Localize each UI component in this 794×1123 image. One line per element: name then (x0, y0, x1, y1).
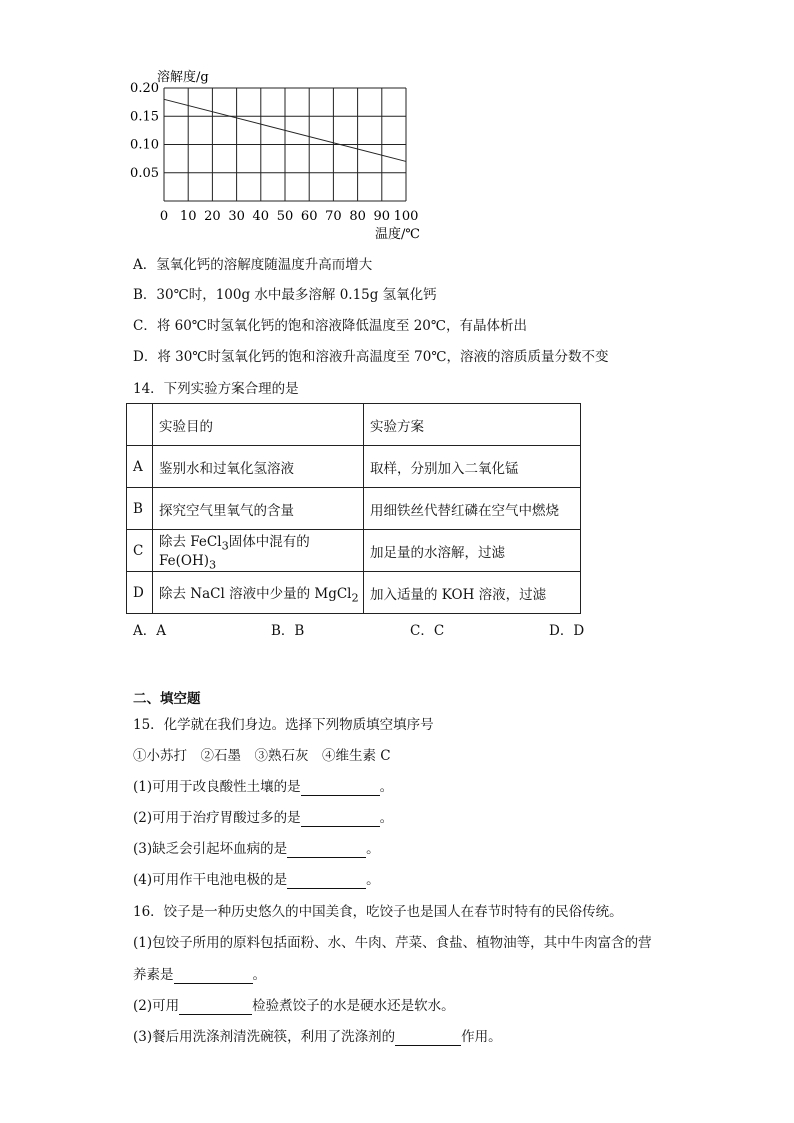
y-tick-label: 0.15 (130, 109, 159, 125)
subscript: 2 (351, 591, 359, 605)
q15-choices: ①小苏打 ②石墨 ③熟石灰 ④维生素 C (133, 748, 391, 764)
row-plan: 用细铁丝代替红磷在空气中燃烧 (364, 488, 581, 530)
q16-item-1-line2 (133, 966, 266, 984)
item-text: (3)缺乏会引起坏血病的是 (133, 841, 288, 857)
section-title: 二、填空题 (133, 691, 201, 707)
item-text: 。 (366, 841, 380, 857)
table-row (127, 446, 581, 488)
row-purpose (153, 530, 364, 572)
answer-blank[interactable] (179, 1000, 252, 1015)
q13-option-d: D．将 30℃时氢氧化钙的饱和溶液升高温度至 70℃，溶液的溶质质量分数不变 (133, 349, 609, 365)
answer-blank[interactable] (301, 812, 380, 827)
purpose-text: 除去 FeCl (159, 534, 222, 550)
row-purpose: 探究空气里氧气的含量 (153, 488, 364, 530)
answer-blank[interactable] (301, 781, 380, 796)
row-purpose: 鉴别水和过氧化氢溶液 (153, 446, 364, 488)
chart-grid (164, 88, 406, 201)
item-text: (1)可用于改良酸性土壤的是 (133, 779, 301, 795)
x-tick-label: 80 (349, 209, 366, 224)
q16-item-3 (133, 1028, 502, 1046)
experiment-table (126, 403, 581, 614)
item-text: 。 (379, 810, 394, 826)
row-plan: 加入适量的 KOH 溶液，过滤 (364, 572, 581, 614)
item-text: (2)可用于治疗胃酸过多的是 (133, 810, 301, 826)
q16-item-1-line1: (1)包饺子所用的原料包括面粉、水、牛肉、芹菜、食盐、植物油等，其中牛肉富含的营 (133, 935, 652, 951)
q15-stem: 15．化学就在我们身边。选择下列物质填空填序号 (133, 717, 434, 733)
chart-yticks (130, 81, 159, 181)
q14-answer-c: C．C (410, 623, 445, 639)
item-text: 作用。 (461, 1029, 502, 1045)
table-row (127, 488, 581, 530)
x-tick-label: 90 (373, 209, 391, 224)
row-label: D (127, 572, 153, 614)
item-text: 。 (379, 779, 394, 795)
chart-xticks (160, 209, 419, 224)
q15-item-1 (133, 778, 393, 796)
q13-option-a: A．氢氧化钙的溶解度随温度升高而增大 (133, 257, 373, 273)
item-text: (2)可用 (133, 998, 180, 1014)
item-text: 养素是 (133, 967, 174, 983)
purpose-text: 固体中混有的 Fe(OH) (159, 534, 310, 569)
q14-answer-a: A．A (133, 623, 166, 639)
subscript: 3 (209, 558, 217, 572)
q15-item-2 (133, 809, 393, 827)
item-text: 。 (366, 872, 380, 888)
x-tick-label: 50 (276, 209, 294, 224)
y-tick-label: 0.20 (130, 81, 159, 96)
q15-item-4 (133, 871, 380, 889)
table-cell (127, 404, 153, 446)
x-tick-label: 100 (393, 209, 419, 224)
row-label: C (127, 530, 153, 572)
x-tick-label: 60 (300, 209, 318, 224)
x-tick-label: 40 (252, 209, 270, 224)
y-tick-label: 0.05 (130, 165, 159, 181)
q16-item-2 (133, 997, 455, 1015)
answer-blank[interactable] (174, 969, 253, 984)
x-tick-label: 20 (204, 209, 221, 224)
row-purpose (153, 572, 364, 614)
table-row (127, 530, 581, 572)
table-header-purpose: 实验目的 (153, 404, 364, 446)
subscript: 3 (221, 539, 229, 553)
q13-option-b: B．30℃时，100g 水中最多溶解 0.15g 氢氧化钙 (133, 287, 437, 303)
answer-blank[interactable] (287, 874, 366, 889)
item-text: 检验煮饺子的水是硬水还是软水。 (252, 998, 455, 1014)
chart-ylabel: 溶解度/g (157, 70, 209, 85)
row-label: A (127, 446, 153, 488)
item-text: 。 (252, 967, 266, 983)
q14-answer-d: D．D (549, 623, 585, 639)
answer-blank[interactable] (287, 843, 366, 858)
item-text: (3)餐后用洗涤剂清洗碗筷，利用了洗涤剂的 (133, 1029, 396, 1045)
table-row (127, 572, 581, 614)
x-tick-label: 10 (179, 209, 197, 224)
q16-stem: 16．饺子是一种历史悠久的中国美食，吃饺子也是国人在春节时特有的民俗传统。 (133, 904, 623, 920)
purpose-text: 除去 NaCl 溶液中少量的 MgCl (159, 585, 352, 602)
row-label: B (127, 488, 153, 530)
row-plan: 加足量的水溶解，过滤 (364, 530, 581, 572)
q14-stem: 14．下列实验方案合理的是 (133, 381, 299, 397)
table-header-row (127, 404, 581, 446)
q14-answer-b: B．B (271, 623, 305, 639)
x-tick-label: 70 (325, 209, 342, 224)
solubility-chart (0, 0, 794, 250)
chart-xlabel: 温度/℃ (375, 227, 420, 242)
q13-option-c: C．将 60℃时氢氧化钙的饱和溶液降低温度至 20℃，有晶体析出 (133, 318, 527, 334)
x-tick-label: 0 (159, 209, 169, 224)
item-text: (4)可用作干电池电极的是 (133, 872, 288, 888)
q15-item-3 (133, 840, 380, 858)
row-plan: 取样，分别加入二氧化锰 (364, 446, 581, 488)
table-header-plan: 实验方案 (364, 404, 581, 446)
answer-blank[interactable] (395, 1031, 461, 1046)
y-tick-label: 0.10 (130, 137, 159, 153)
x-tick-label: 30 (228, 209, 245, 224)
